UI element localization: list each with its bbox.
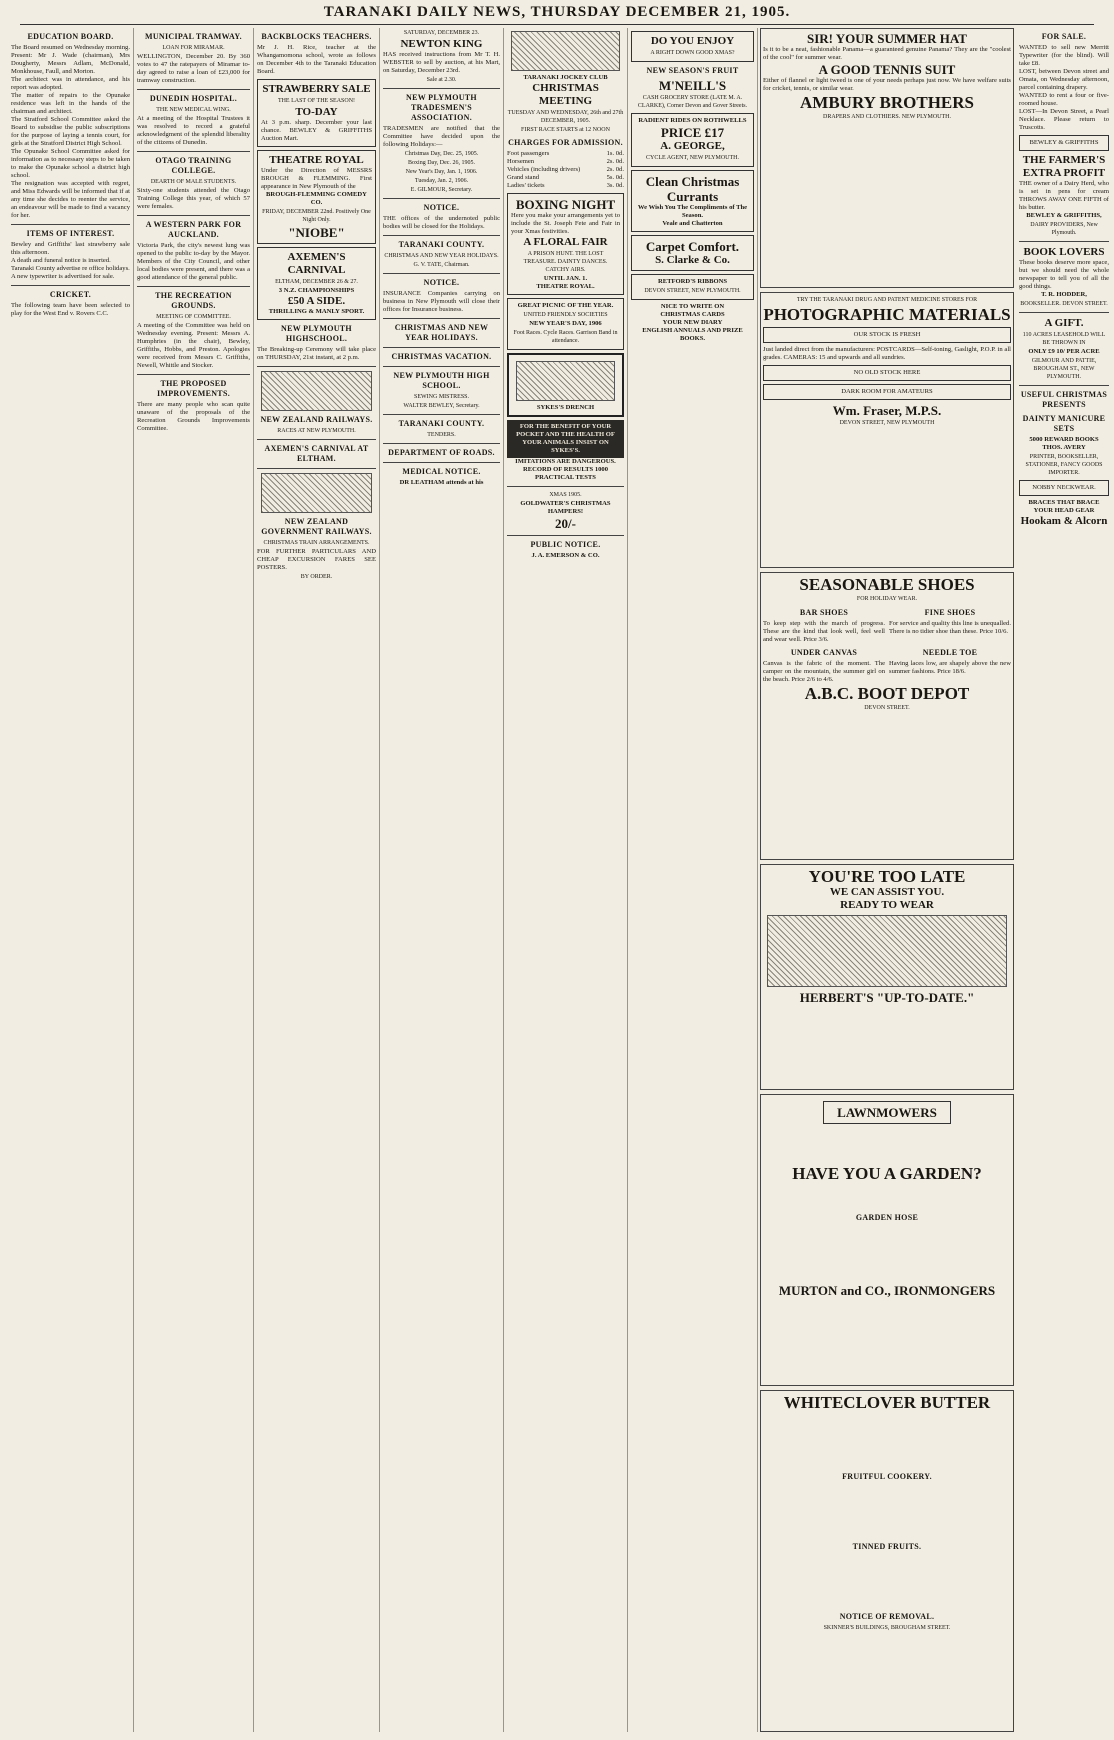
heading: NEW PLYMOUTH TRADESMEN'S ASSOCIATION. [406,93,477,122]
heading: FOR SALE. [1041,32,1087,41]
clothing-illustration [767,915,1007,987]
murton-ad [760,1094,1014,1386]
list-item: Tuesday, Jan. 2, 1906. [414,178,469,184]
ad-box: DARK ROOM FOR AMATEURS [763,384,1011,400]
list-item: Boxing Day, Dec. 26, 1905. [408,160,475,166]
column-notices [380,28,504,1732]
ad-subtitle: CYCLE AGENT, NEW PLYMOUTH. [645,155,739,161]
ad-subtitle: GILMOUR AND PATTIE, BROUGHAM ST., NEW PLYMOUTH. [1031,358,1097,380]
column-teachers-theatre [254,28,380,1732]
heading: AXEMEN'S CARNIVAL AT ELTHAM. [264,444,369,463]
ad-subtitle: FOR HOLIDAY WEAR. [856,596,918,602]
ad-title: NEWTON KING [400,38,483,50]
subheading: CHRISTMAS AND NEW YEAR HOLIDAYS. [384,253,499,259]
ad-highlight: 5000 REWARD BOOKS [1029,436,1099,443]
heading: MEDICAL NOTICE. [402,467,481,476]
heading: NEW SEASON'S FRUIT [646,66,739,75]
ad-subtitle: SKINNER'S BUILDINGS, BROUGHAM STREET. [823,1625,951,1631]
ad-title: YOU'RE TOO LATE [808,867,966,886]
ad-title: SYKES'S DRENCH [536,404,595,411]
ad-highlight: ONLY £9 10/ PER ACRE [1028,348,1100,355]
ad-subtitle: TUESDAY AND WEDNESDAY, 26th and 27th DECEMBER, 1905. [507,110,624,124]
ad-title: STRAWBERRY SALE [262,83,371,95]
subheading: THE NEW MEDICAL WING. [156,107,231,113]
divider [507,486,624,487]
ad-highlight: THEATRE ROYAL. [536,283,595,290]
ad-highlight: T. R. HODDER, [1041,291,1087,298]
article-text: A death and funeral notice is inserted. [11,257,111,264]
article-text: THE owner of a Dairy Herd, who is set in pens for cream THROWS AWAY ONE FIFTH of his butter. [1019,180,1109,211]
ad-title: TARANAKI JOCKEY CLUB [523,74,608,81]
ad-subtitle: PRINTER, BOOKSELLER, STATIONER, FANCY GOODS IMPORTER. [1025,454,1103,476]
article-text: There are many people who scan quite unaware of the proposals of the Recreation Grounds Improvements Committee. [137,401,250,432]
article-text: A new typewriter is advertised for sale. [11,273,115,280]
ad-subtitle: DRAPERS AND CLOTHIERS. NEW PLYMOUTH. [823,114,951,120]
article-text: The Board resumed on Wednesday morning. Present: Mr J. Wade (chairman), Mrs Dougherty, Messrs Adlam, McDonald, Monkhouse, Faull, and Morton. [11,44,130,75]
rothwells-ad [631,113,754,167]
ad-title: THEATRE ROYAL [269,154,364,166]
signature: G. V. TATE, Chairman. [413,262,470,268]
heading: ITEMS OF INTEREST. [26,229,115,238]
divider [137,286,250,287]
whiteclover-butter-ad [760,1390,1014,1732]
ad-highlight: 3 N.Z. CHAMPIONSHIPS [278,287,355,294]
heading: A WESTERN PARK FOR AUCKLAND. [145,220,242,239]
article-text: The Stratford School Committee asked the Board to subsidise the public subscriptions for the purpose of laying a tennis court, for girls at the Stratford District High School. [11,116,130,147]
ad-title: J. A. EMERSON & CO. [531,552,600,559]
ad-subtitle: ELTHAM, DECEMBER 26 & 27. [275,279,358,285]
ad-text: For service and quality this line is unequalled. There is no tidier shoe than these. Price 10/6. [889,620,1011,635]
ad-title: ENGLISH ANNUALS AND PRIZE BOOKS. [642,327,743,342]
article-text: These books deserve more space, but we should need the whole newspaper to tell you of all the good things. [1019,259,1109,290]
subheading: CHRISTMAS TRAIN ARRANGEMENTS. [263,540,370,546]
sheep-engraving [516,361,615,401]
heading: THE PROPOSED IMPROVEMENTS. [156,379,230,398]
heading: DUNEDIN HOSPITAL. [149,94,238,103]
heading: THE RECREATION GROUNDS. [155,291,232,310]
ribbons-ad [631,274,754,300]
divider [383,273,500,274]
heading: NOTICE. [423,203,460,212]
heading: DAINTY MANICURE SETS [1022,414,1106,433]
ad-title: YOUR NEW DIARY [662,319,723,326]
ad-highlight: YOUR HEAD GEAR [1033,507,1095,514]
divider [507,535,624,536]
heading: BAR SHOES [799,608,849,617]
article-text: Bewley and Griffiths' last strawberry sale this afternoon. [11,241,130,256]
heading: FRUITFUL COOKERY. [842,1472,932,1481]
ad-highlight: HAVE YOU A GARDEN? [792,1164,982,1183]
heading: CHRISTMAS AND NEW YEAR HOLIDAYS. [394,323,489,342]
ad-box: NOBBY NECKWEAR. [1019,480,1109,496]
article-text: TRADESMEN are notified that the Committee have decided upon the following Holidays:— [383,125,500,148]
ad-box: BEWLEY & GRIFFITHS [1019,135,1109,151]
heading: NEW ZEALAND RAILWAYS. [260,415,373,424]
ad-highlight: WE CAN ASSIST YOU. [829,886,945,898]
list-item: Grand stand 5s. 0d. [507,174,624,181]
heading: TINNED FRUITS. [852,1542,922,1551]
ad-highlight: £50 A SIDE. [287,295,346,307]
heading: OTAGO TRAINING COLLEGE. [155,156,232,175]
ad-highlight: We Wish You The Compliments of The Season. [637,204,748,219]
article-text: WANTED to sell new Merritt Typewriter (for the blind). Will take £8. [1019,44,1109,67]
list-item: New Year's Day, Jan. 1, 1906. [405,169,478,175]
ad-highlight: HERBERT'S "UP-TO-DATE." [799,990,975,1005]
ad-subtitle: DEVON STREET. [864,705,910,711]
ad-text: Either of flannel or light tweed is one of your needs perhaps just now. We have welfare suits for cricket, tennis, or similar wear. [763,77,1011,92]
divider [383,443,500,444]
heading: USEFUL CHRISTMAS PRESENTS [1020,390,1108,409]
ad-title: AXEMEN'S CARNIVAL [287,251,346,276]
heading: NOTICE OF REMOVAL. [839,1612,935,1621]
ad-highlight: THOS. AVERY [1042,444,1086,451]
column-news [134,28,254,1732]
picnic-ad [507,298,624,350]
ad-subtitle: UNITED FRIENDLY SOCIETIES [523,312,608,318]
ad-title: A GOOD TENNIS SUIT [818,62,956,77]
ad-subtitle: A PRISON HUNT. THE LOST TREASURE. DAINTY DANCES. CATCHY AIRS. [523,251,608,273]
ad-subtitle: DEVON STREET, NEW PLYMOUTH. [644,288,741,294]
column-classifieds [1016,28,1112,1732]
date-line: SATURDAY, DECEMBER 23. [403,30,480,36]
ad-title: Hookam & Alcorn [1020,515,1108,527]
article-text: THE offices of the undernoted public bodies will be closed for the Holidays. [383,215,500,230]
ad-title: GOLDWATER'S CHRISTMAS HAMPERS! [520,500,611,515]
xmas-ad [631,31,754,62]
article-text: INSURANCE Companies carrying on business in New Plymouth will close their offices for Insurance business. [383,290,500,313]
ad-title: SEASONABLE SHOES [799,575,975,594]
ad-text: To keep step with the march of progress. These are the kind that look well, feel well and wear well. Price 3/6. [763,620,885,643]
subheading: XMAS 1905. [549,492,582,498]
ad-title: WHITECLOVER BUTTER [783,1393,991,1412]
ad-title: THE FARMER'S EXTRA PROFIT [1022,154,1106,179]
ad-highlight: Wm. Fraser, M.P.S. [832,403,942,418]
boxing-night-ad [507,193,624,295]
divider [137,151,250,152]
ad-box [823,1101,951,1124]
train-engraving [261,473,372,513]
ad-title: Clean Christmas Currants [645,174,740,204]
heading: NEW PLYMOUTH HIGH SCHOOL. [393,371,490,390]
divider [137,374,250,375]
heading: CRICKET. [49,290,92,299]
divider [257,468,376,469]
article-text: The matter of repairs to the Opunake residence was left in the hands of the chairman and architect. [11,92,130,115]
ad-subtitle: 110 ACRES LEASEHOLD WILL BE THROWN IN [1022,332,1106,346]
article-text: The following team have been selected to play for the West End v. Rovers C.C. [11,302,130,317]
list-item: Horsemen 2s. 0d. [507,158,624,165]
admission-list [507,150,624,190]
holiday-list [383,150,500,185]
ad-box: NO OLD STOCK HERE [763,365,1011,381]
article-text: WANTED to rent a four or five-roomed house. [1019,92,1109,107]
ad-title: RADIENT RIDES ON ROTHWELLS [638,117,747,124]
signature: WALTER BEWLEY, Secretary. [403,403,480,409]
ad-highlight: "NIOBE" [288,225,345,240]
ad-highlight: DR LEATHAM attends at his [399,479,484,486]
article-text: The resignation was accepted with regret, and Miss Edwards will be informed that if at any time she decides to reenter the service, an endeavour will be made to find a vacancy for her. [11,180,130,219]
signature: E. GILMOUR, Secretary. [410,187,473,193]
ad-title: LAWNMOWERS [837,1105,937,1120]
divider [383,462,500,463]
ad-title: GREAT PICNIC OF THE YEAR. [517,302,614,309]
heading: EDUCATION BOARD. [27,32,114,41]
list-item: Christmas Day, Dec. 25, 1905. [404,151,479,157]
ad-title: M'NEILL'S [658,78,727,93]
article-text: FOR FURTHER PARTICULARS AND CHEAP EXCURSION FARES SEE POSTERS. [257,548,376,571]
ad-title: RETFORD'S RIBBONS [657,278,728,285]
divider [257,366,376,367]
subheading: DEARTH OF MALE STUDENTS. [150,179,237,185]
article-text: A meeting of the Committee was held on Wednesday evening. Present: Messrs A. Humphries (in the chair), Bewley, Griffiths, Hobbs, and Preston. Apologies were received from Messrs C. Griffiths, Newell, Whittle and Stocker. [137,322,250,369]
ad-subtitle: TRY THE TARANAKI DRUG AND PATENT MEDICINE STORES FOR [796,297,978,303]
masthead: TARANAKI DAILY NEWS, THURSDAY DECEMBER 21, 1905. [20,4,1094,25]
heading: CHRISTMAS VACATION. [391,352,492,361]
ad-subtitle: BOOKSELLER. DEVON STREET. [1020,301,1108,307]
ad-title: CHRISTMAS CARDS [660,311,725,318]
divider [383,347,500,348]
axemen-carnival-ad [257,247,376,320]
ad-highlight: BEWLEY & GRIFFITHS, [1026,212,1102,219]
ad-title: Carpet Comfort. [645,239,740,254]
divider [383,198,500,199]
ad-text: Is it to be a neat, fashionable Panama—a guaranteed genuine Panama? They are the "coolest of the cool" for summer wear. [763,46,1011,61]
ad-highlight: AMBURY BROTHERS [800,93,974,112]
heading: NEEDLE TOE [922,648,978,657]
article-text: Victoria Park, the city's newest lung was opened to the public to-day by the Mayor. Members of the City Council, and other local bodies were present, and there was a good attendance of the general public. [137,242,250,281]
price: 20/- [555,516,576,531]
ad-subtitle: FIRST RACE STARTS at 12 NOON [521,127,610,133]
list-item: Foot passengers 1s. 0d. [507,150,624,157]
ad-box: OUR STOCK IS FRESH [763,327,1011,343]
divider [1019,241,1109,242]
article-text: WELLINGTON, December 20. By 360 votes to 47 the ratepayers of Miramar to-day agreed to raise a loan of £23,000 for tramway construction. [137,53,250,84]
ad-subtitle: DAIRY PROVIDERS, New Plymouth. [1030,222,1098,236]
ad-text: Here you make your arrangements yet to include the St. Joseph Fete and Fair in your Xmas festivities. [511,212,620,235]
article-text: The Breaking-up Ceremony will take place on THURSDAY, 21st instant, at 2 p.m. [257,346,376,361]
article-text: Mr J. H. Rice, teacher at the Whangamomona school, wrote as follows on December 4th to the Taranaki Education Board. [257,44,376,75]
list-item: Ladies' tickets 3s. 0d. [507,182,624,189]
ad-text: At 3 p.m. sharp. December your last chance. BEWLEY & GRIFFITHS Auction Mart. [261,119,372,142]
ad-highlight: S. Clarke & Co. [655,254,730,266]
divider [383,366,500,367]
currants-ad [631,170,754,232]
herberts-ad [760,864,1014,1090]
ad-title: DO YOU ENJOY [650,35,735,47]
ad-highlight: A FLORAL FAIR [523,236,608,248]
theatre-royal-ad [257,150,376,244]
heading: PUBLIC NOTICE. [530,540,601,549]
subheading: Sale at 2.30. [426,77,457,83]
ad-title: PHOTOGRAPHIC MATERIALS [763,305,1011,324]
train-engraving [261,371,372,411]
divider [257,439,376,440]
divider [1019,312,1109,313]
ad-subtitle: Foot Races. Cycle Races. Garrison Band in attendance. [513,330,618,344]
subheading: LOAN FOR MIRAMAR. [162,45,225,51]
ad-text: Having laces low, are shapely above the new summer fashions. Price 18/6. [889,660,1011,675]
article-text: The architect was in attendance, and his report was adopted. [11,76,130,91]
ad-text: Canvas is the fabric of the moment. The camper on the mountain, the summer girl on the beach. Price 2/6 to 4/6. [763,660,885,683]
ad-highlight: TO-DAY [295,106,338,118]
carpet-ad [631,235,754,271]
ad-subtitle: CASH GROCERY STORE (LATE M. A. CLARKE), Corner Devon and Gover Streets. [637,95,748,109]
heading: BACKBLOCKS TEACHERS. [261,32,372,41]
ad-title: BOOK LOVERS [1023,246,1105,258]
heading: NEW PLYMOUTH HIGHSCHOOL. [281,324,352,343]
heading: NOTICE. [423,278,460,287]
ad-subtitle: THE LAST OF THE SEASON! [277,98,356,104]
ad-title: NICE TO WRITE ON [660,303,725,310]
ad-highlight: UNTIL JAN. 1. [543,275,588,282]
ad-highlight: BRACES THAT BRACE [1028,499,1100,506]
column-shops [628,28,758,1732]
article-text: LOST, between Devon street and Omata, on Wednesday afternoon, parcel containing drapery. [1019,68,1109,91]
price: PRICE £17 [660,125,725,140]
list-item: Vehicles (including drivers) 2s. 0d. [507,166,624,173]
sykes-drench-ad [507,353,624,417]
divider [11,285,130,286]
article-text: LOST—In Devon Street, a Pearl Necklace. Please return to Truscotts. [1019,108,1109,131]
ad-highlight: THRILLING & MANLY SPORT. [268,308,365,315]
heading: TARANAKI COUNTY. [398,240,485,249]
ad-title: CHRISTMAS MEETING [532,82,599,107]
ad-highlight: READY TO WEAR [840,899,934,911]
article-text: Sixty-one students attended the Otago Training College this year, of which 57 were females. [137,187,250,210]
ad-title: A GIFT. [1044,317,1084,329]
divider [1019,385,1109,386]
ad-highlight: RECORD OF RESULTS 1000 PRACTICAL TESTS [522,466,609,481]
subheading: TENDERS. [427,432,456,438]
shoe-grid [763,644,1011,684]
article-text: At a meeting of the Hospital Trustees it was resolved to record a grateful acknowledgment of the splendid liberality of the citizens of Dunedin. [137,115,250,146]
heading: DEPARTMENT OF ROADS. [388,448,495,457]
subheading: RACES AT NEW PLYMOUTH. [277,428,356,434]
article-text: HAS received instructions from Mr T. H. WEBSTER to sell by auction, at his Mart, on Saturday, December 23rd. [383,51,500,74]
ad-highlight: BROUGH-FLEMMING COMEDY CO. [266,191,367,206]
column-education-board [8,28,134,1732]
sykes-slogan: FOR THE BENEFIT OF YOUR POCKET AND THE HEALTH OF YOUR ANIMALS INSIST ON SYKES'S. [507,420,624,458]
heading: NEW ZEALAND GOVERNMENT RAILWAYS. [261,517,372,536]
seasonable-shoes-ad [760,572,1014,860]
ad-highlight: A. GEORGE, [660,140,725,152]
shoe-grid [763,604,1011,644]
divider [383,414,500,415]
heading: UNDER CANVAS [790,648,858,657]
ad-subtitle: FRIDAY, DECEMBER 22nd. Positively One Night Only. [262,209,371,223]
heading: GARDEN HOSE [855,1213,919,1222]
ambury-brothers-ad [760,28,1014,288]
ad-title: SIR! YOUR SUMMER HAT [807,31,967,46]
divider [383,318,500,319]
heading: MUNICIPAL TRAMWAY. [145,32,242,41]
ad-highlight: IMITATIONS ARE DANGEROUS. [515,458,616,465]
ad-title: BOXING NIGHT [515,197,616,212]
ad-text: Just landed direct from the manufacturers: POSTCARDS—Self-toning, Gaslight, P.O.P. in all grades. CAMERAS: 15 and upwards and all sundries. [763,346,1011,361]
heading: CHARGES FOR ADMISSION. [508,138,623,147]
heading: TARANAKI COUNTY. [398,419,485,428]
ad-subtitle: A RIGHT DOWN GOOD XMAS? [650,50,735,56]
racehorse-engraving [511,31,620,71]
divider [383,235,500,236]
divider [11,224,130,225]
ad-highlight: NEW YEAR'S DAY, 1906 [529,320,602,327]
photographic-materials-ad [760,292,1014,568]
article-text: Taranaki County advertise re office holidays. [11,265,130,272]
heading: FINE SHOES [924,608,976,617]
ad-highlight: Veale and Chatterton [662,220,723,227]
ad-text: Under the Direction of MESSRS BROUGH & FLEMMING. First appearance in New Plymouth of the [261,167,372,190]
divider [137,215,250,216]
divider [383,88,500,89]
subheading: SEWING MISTRESS. [413,394,469,400]
strawberry-sale-ad [257,79,376,147]
ad-subtitle: DEVON STREET, NEW PLYMOUTH [839,420,935,426]
ad-highlight: A.B.C. BOOT DEPOT [804,684,970,703]
divider [137,89,250,90]
column-entertainment [504,28,628,1732]
ad-title: MURTON and CO., IRONMONGERS [778,1283,996,1298]
subheading: MEETING OF COMMITTEE. [156,314,231,320]
signature: BY ORDER. [300,574,333,580]
article-text: The Opunake School Committee asked for information as to necessary steps to be taken to make the Opunake school a district high school. [11,148,130,179]
